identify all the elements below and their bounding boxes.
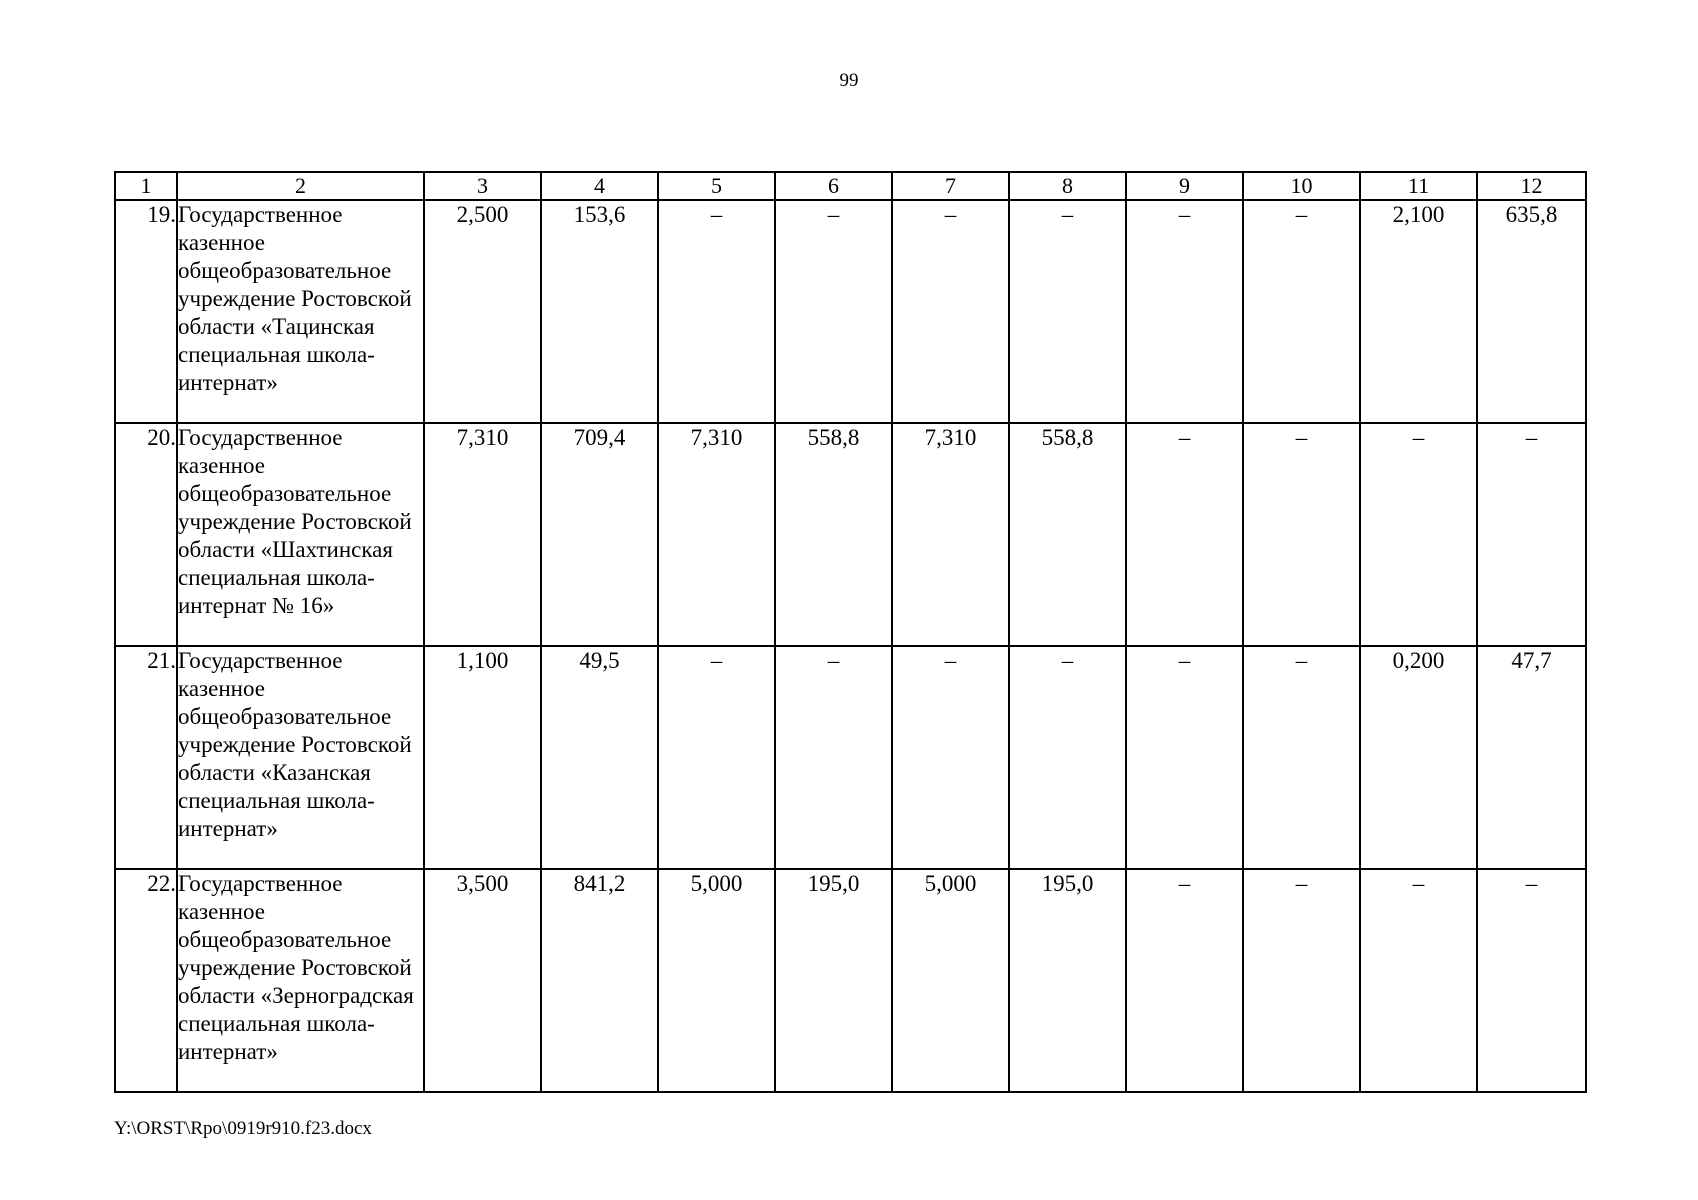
column-header: 10 [1243, 172, 1360, 200]
table-cell: – [658, 200, 775, 423]
table-cell: – [1360, 869, 1477, 1092]
row-number: 22. [115, 869, 177, 1092]
table-cell: 195,0 [1009, 869, 1126, 1092]
table-cell: – [775, 200, 892, 423]
table-cell: 3,500 [424, 869, 541, 1092]
column-header: 8 [1009, 172, 1126, 200]
institution-name: Государственное казенное общеобразовательное учреждение Ростовской области «Шахтинская специальная школа-интернат № 16» [177, 423, 424, 646]
table-cell: – [1243, 200, 1360, 423]
table-row [115, 869, 1586, 1092]
table-cell: – [1126, 200, 1243, 423]
column-header: 6 [775, 172, 892, 200]
table-cell: – [1126, 869, 1243, 1092]
page-number: 99 [839, 70, 859, 91]
table-cell: – [1009, 200, 1126, 423]
table-cell: 558,8 [1009, 423, 1126, 646]
column-header: 9 [1126, 172, 1243, 200]
row-number: 20. [115, 423, 177, 646]
table-cell: – [1360, 423, 1477, 646]
table-cell: 1,100 [424, 646, 541, 869]
column-header: 7 [892, 172, 1009, 200]
table-row [115, 200, 1586, 423]
table-cell: – [892, 200, 1009, 423]
column-header: 12 [1477, 172, 1586, 200]
institution-name: Государственное казенное общеобразовательное учреждение Ростовской области «Тацинская специальная школа-интернат» [177, 200, 424, 423]
table-cell: 7,310 [892, 423, 1009, 646]
column-header: 11 [1360, 172, 1477, 200]
table-row [115, 423, 1586, 646]
header-row [115, 172, 1586, 200]
table-cell: 5,000 [658, 869, 775, 1092]
table-cell: 841,2 [541, 869, 658, 1092]
table-cell: 7,310 [424, 423, 541, 646]
column-header: 1 [115, 172, 177, 200]
table-cell: 5,000 [892, 869, 1009, 1092]
data-table [114, 171, 1587, 1093]
table-row [115, 646, 1586, 869]
column-header: 4 [541, 172, 658, 200]
table-cell: – [1477, 869, 1586, 1092]
table-cell: 195,0 [775, 869, 892, 1092]
table-cell: 635,8 [1477, 200, 1586, 423]
table-cell: 558,8 [775, 423, 892, 646]
table-cell: – [1126, 423, 1243, 646]
table-cell: – [892, 646, 1009, 869]
institution-name: Государственное казенное общеобразовательное учреждение Ростовской области «Зерноградская специальная школа-интернат» [177, 869, 424, 1092]
table-cell: 49,5 [541, 646, 658, 869]
column-header: 3 [424, 172, 541, 200]
table-cell: 2,500 [424, 200, 541, 423]
table-cell: 0,200 [1360, 646, 1477, 869]
file-path-footer: Y:\ORST\Rpo\0919r910.f23.docx [114, 1118, 372, 1139]
table-cell: – [1126, 646, 1243, 869]
table-cell: – [775, 646, 892, 869]
table-cell: 709,4 [541, 423, 658, 646]
table-cell: – [1243, 423, 1360, 646]
table-cell: – [1243, 869, 1360, 1092]
table-cell: 47,7 [1477, 646, 1586, 869]
table-cell: 7,310 [658, 423, 775, 646]
row-number: 19. [115, 200, 177, 423]
row-number: 21. [115, 646, 177, 869]
table-cell: 2,100 [1360, 200, 1477, 423]
column-header: 2 [177, 172, 424, 200]
table-cell: – [1477, 423, 1586, 646]
institution-name: Государственное казенное общеобразовательное учреждение Ростовской области «Казанская специальная школа-интернат» [177, 646, 424, 869]
table-cell: – [1009, 646, 1126, 869]
table-cell: – [1243, 646, 1360, 869]
table-cell: 153,6 [541, 200, 658, 423]
table-cell: – [658, 646, 775, 869]
column-header: 5 [658, 172, 775, 200]
